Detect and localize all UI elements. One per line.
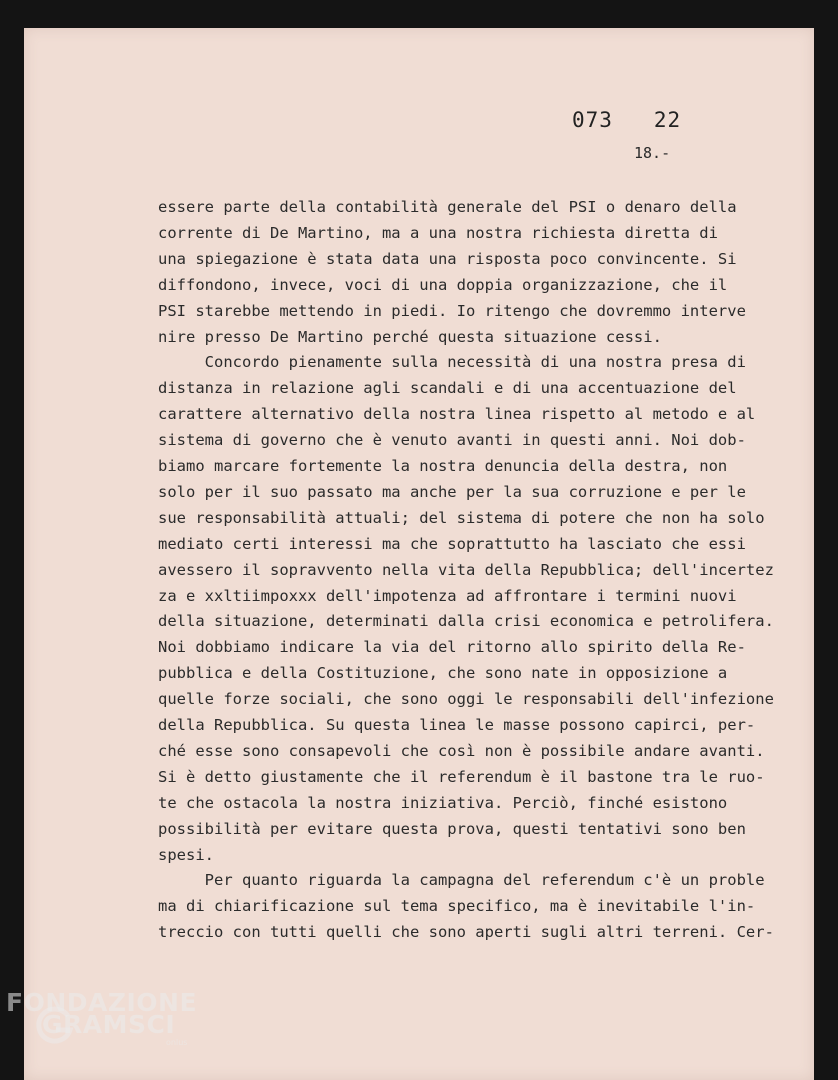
text-line: treccio con tutti quelli che sono aperti sugli altri terreni. Cer- — [158, 923, 774, 942]
text-line: possibilità per evitare questa prova, questi tentativi sono ben — [158, 819, 746, 838]
text-line: diffondono, invece, voci di una doppia organizzazione, che il — [158, 275, 728, 294]
text-line: essere parte della contabilità generale del PSI o denaro della — [158, 198, 737, 216]
folio-number: 073 22 — [572, 108, 682, 132]
text-line: te che ostacola la nostra iniziativa. Perciò, finché esistono — [158, 793, 728, 812]
text-line: solo per il suo passato ma anche per la sua corruzione e per le — [158, 482, 746, 501]
text-line: della situazione, determinati dalla crisi economica e petrolifera. — [158, 612, 774, 631]
text-line: pubblica e della Costituzione, che sono nate in opposizione a — [158, 664, 728, 683]
text-line: Per quanto riguarda la campagna del referendum c'è un proble — [158, 871, 765, 890]
text-line: una spiegazione è stata data una risposta poco convincente. Si — [158, 249, 737, 268]
text-line: biamo marcare fortemente la nostra denuncia della destra, non — [158, 457, 728, 475]
text-line: spesi. — [158, 845, 214, 864]
text-line: za e xxltiimpoxxx dell'impotenza ad affrontare i termini nuovi — [158, 586, 737, 605]
text-line: ché esse sono consapevoli che così non è possibile andare avanti. — [158, 741, 765, 760]
text-line: della Repubblica. Su questa linea le masse possono capirci, per- — [158, 716, 756, 734]
text-line: Si è detto giustamente che il referendum è il bastone tra le ruo- — [158, 767, 765, 786]
document-page — [24, 28, 814, 1080]
text-line: quelle forze sociali, che sono oggi le responsabili dell'infezione — [158, 690, 774, 709]
text-line: Noi dobbiamo indicare la via del ritorno allo spirito della Re- — [158, 638, 746, 657]
text-line: avessero il sopravvento nella vita della Repubblica; dell'incertez — [158, 560, 774, 579]
logo-small-text: onlus — [166, 1038, 188, 1047]
text-line: nire presso De Martino perché questa situazione cessi. — [158, 327, 662, 346]
logo-line2: GRAMSCI — [42, 1010, 176, 1039]
text-line: PSI starebbe mettendo in piedi. Io ritengo che dovremmo interve — [158, 301, 746, 320]
text-line: sistema di governo che è venuto avanti in questi anni. Noi dob- — [158, 431, 746, 450]
text-line: corrente di De Martino, ma a una nostra richiesta diretta di — [158, 223, 718, 242]
text-line: sue responsabilità attuali; del sistema di potere che non ha solo — [158, 508, 765, 527]
logo-line1: FONDAZIONE — [6, 988, 198, 1017]
text-line: mediato certi interessi ma che soprattutto ha lasciato che essi — [158, 534, 746, 553]
text-line: ma di chiarificazione sul tema specifico, ma è inevitabile l'in- — [158, 897, 756, 916]
text-line: Concordo pienamente sulla necessità di una nostra presa di — [158, 353, 746, 372]
page-number: 18.- — [634, 144, 671, 162]
text-line: distanza in relazione agli scandali e di una accentuazione del — [158, 379, 737, 398]
text-line: carattere alternativo della nostra linea rispetto al metodo e al — [158, 405, 756, 424]
